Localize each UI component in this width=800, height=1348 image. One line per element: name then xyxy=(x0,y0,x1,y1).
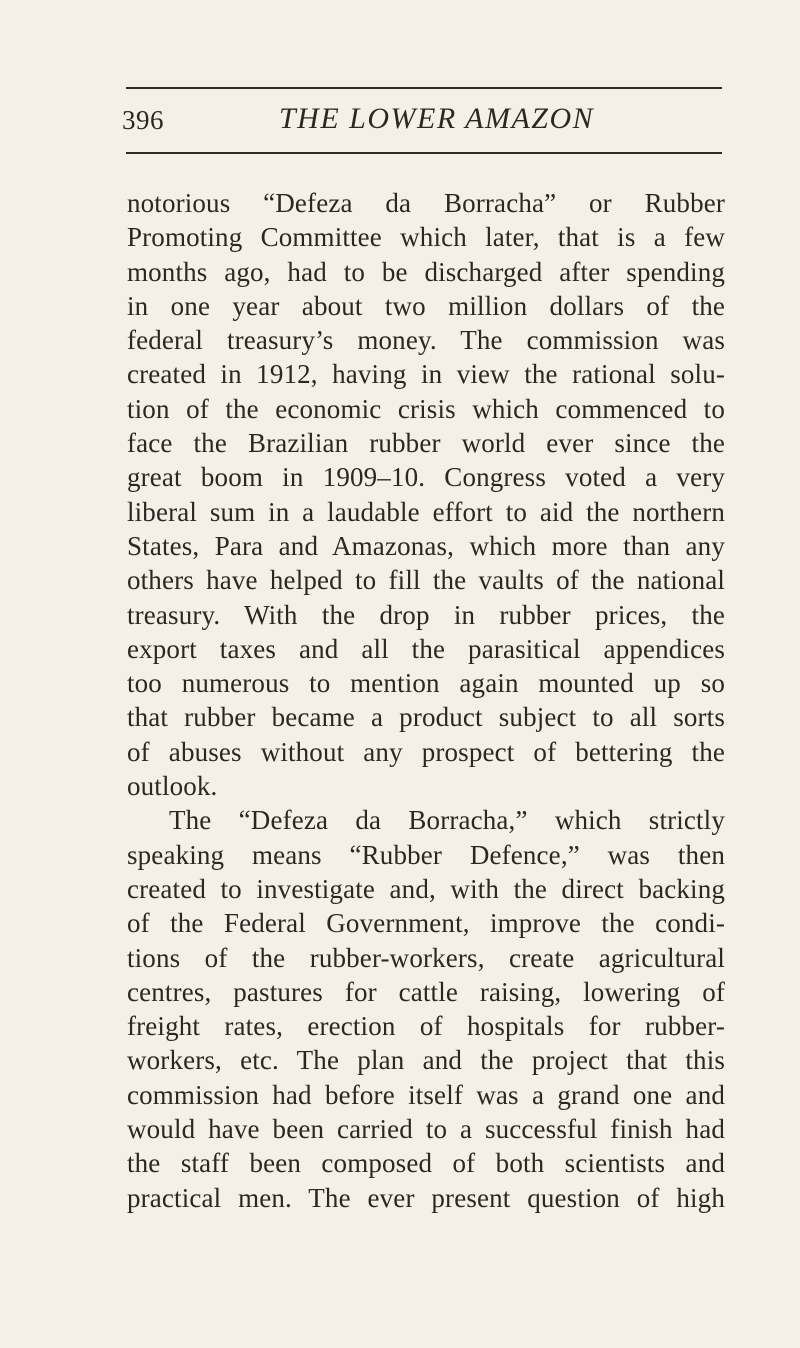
text-line: tion of the economic crisis which commenced to xyxy=(127,393,725,424)
running-head: THE LOWER AMAZON xyxy=(279,102,595,135)
text-line: liberal sum in a laudable effort to aid the northern xyxy=(127,496,725,527)
text-line: States, Para and Amazonas, which more than any xyxy=(127,530,725,561)
text-line: commission had before itself was a grand one and xyxy=(127,1079,725,1110)
text-line: freight rates, erection of hospitals for rubber- xyxy=(127,1011,725,1042)
text-line: face the Brazilian rubber world ever since the xyxy=(127,428,725,459)
text-line: centres, pastures for cattle raising, lowering of xyxy=(127,976,725,1007)
text-line: great boom in 1909–10. Congress voted a very xyxy=(127,462,725,493)
text-line: speaking means “Rubber Defence,” was then xyxy=(127,839,725,870)
text-line: workers, etc. The plan and the project that this xyxy=(127,1045,725,1076)
text-line: tions of the rubber-workers, create agricultural xyxy=(127,942,725,973)
text-line: Promoting Committee which later, that is a few xyxy=(127,222,725,253)
text-line: The “Defeza da Borracha,” which strictly xyxy=(169,805,725,836)
text-line: treasury. With the drop in rubber prices, the xyxy=(127,599,725,630)
text-line: federal treasury’s money. The commission was xyxy=(127,325,725,356)
page-number: 396 xyxy=(122,105,164,135)
text-line: outlook. xyxy=(127,771,218,802)
text-line: that rubber became a product subject to all sorts xyxy=(127,702,725,733)
text-line: in one year about two million dollars of the xyxy=(127,290,725,321)
header-rule-top xyxy=(126,87,722,89)
text-line: too numerous to mention again mounted up so xyxy=(127,668,725,699)
text-line: the staff been composed of both scientists and xyxy=(127,1148,725,1179)
header-rule-bottom xyxy=(126,152,722,154)
text-line: notorious “Defeza da Borracha” or Rubber xyxy=(127,188,725,218)
text-line: would have been carried to a successful finish had xyxy=(127,1114,725,1145)
text-line: months ago, had to be discharged after spending xyxy=(127,256,725,287)
text-line: created in 1912, having in view the rational solu- xyxy=(127,359,725,390)
text-line: practical men. The ever present question of high xyxy=(127,1182,725,1213)
body-text xyxy=(127,186,725,1215)
text-line: export taxes and all the parasitical appendices xyxy=(127,633,725,664)
text-line: of the Federal Government, improve the condi- xyxy=(127,908,725,939)
text-line: others have helped to fill the vaults of the national xyxy=(127,565,725,596)
text-line: created to investigate and, with the direct backing xyxy=(127,873,725,904)
text-line: of abuses without any prospect of bettering the xyxy=(127,736,725,767)
